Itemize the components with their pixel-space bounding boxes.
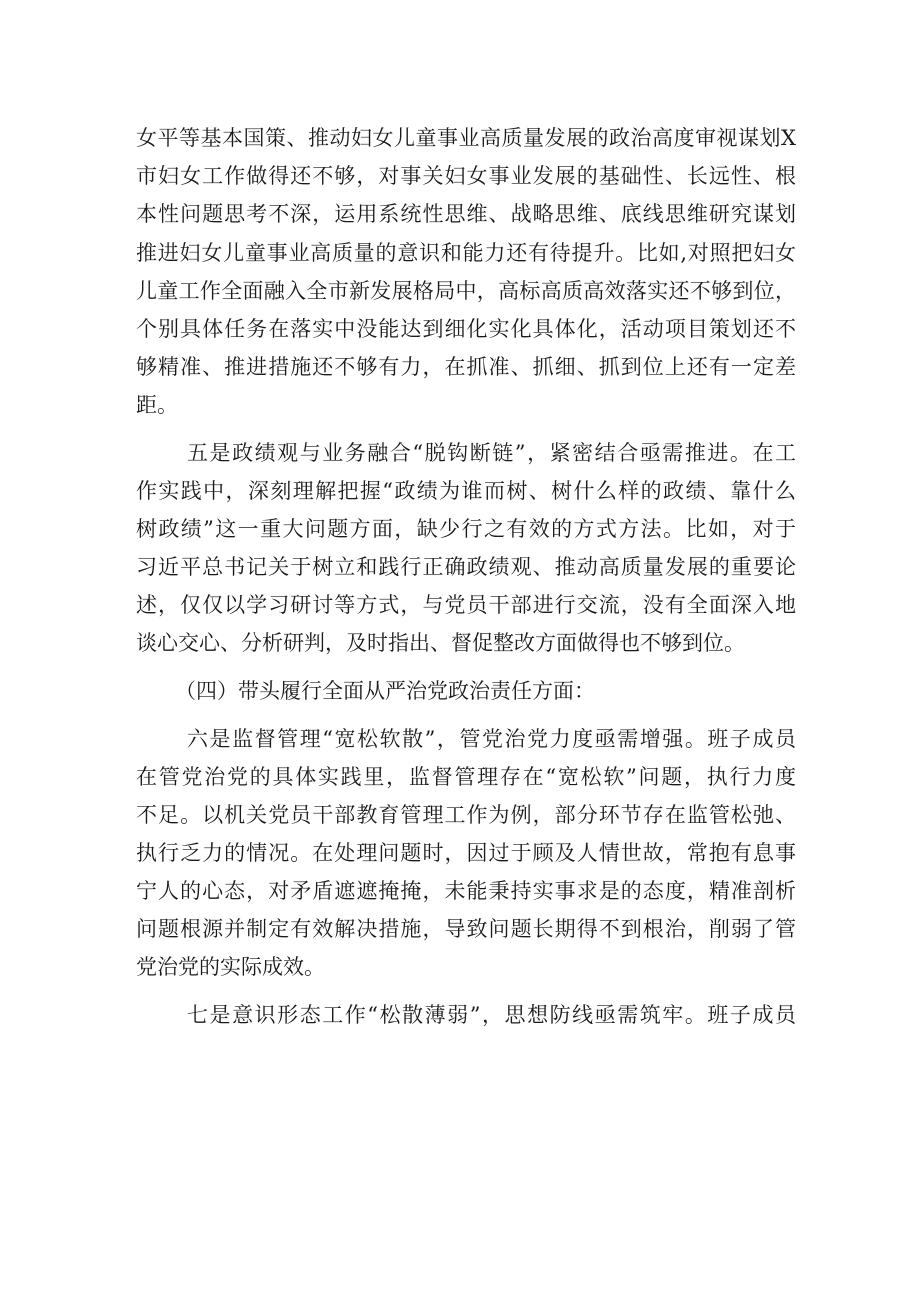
text-line: 五是政绩观与业务融合“脱钩断链”，紧密结合亟需推进。在工 <box>187 441 796 465</box>
text-line: 女平等基本国策、推动妇女儿童事业高质量发展的政治高度审视谋划X <box>136 126 796 150</box>
text-line: 述，仅仅以学习研讨等方式，与党员干部进行交流，没有全面深入地 <box>136 593 796 617</box>
text-line: 本性问题思考不深，运用系统性思维、战略思维、底线思维研究谋划 <box>136 202 796 226</box>
text-line: 个别具体任务在落实中没能达到细化实化具体化，活动项目策划还不 <box>136 317 796 341</box>
text-line: 在管党治党的具体实践里，监督管理存在“宽松软”问题，执行力度 <box>136 765 796 789</box>
text-line: 推进妇女儿童事业高质量的意识和能力还有待提升。比如,对照把妇女 <box>136 241 796 265</box>
text-line: 六是监督管理“宽松软散”，管党治党力度亟需增强。班子成员 <box>187 727 796 751</box>
text-line: 执行乏力的情况。在处理问题时，因过于顾及人情世故，常抱有息事 <box>136 841 796 865</box>
text-line: 七是意识形态工作“松散薄弱”，思想防线亟需筑牢。班子成员 <box>187 1003 796 1027</box>
text-line: 市妇女工作做得还不够，对事关妇女事业发展的基础性、长远性、根 <box>136 164 796 188</box>
text-line: 宁人的心态，对矛盾遮遮掩掩，未能秉持实事求是的态度，精准剖析 <box>136 879 796 903</box>
text-line: 习近平总书记关于树立和践行正确政绩观、推动高质量发展的重要论 <box>136 555 796 579</box>
text-line: 树政绩”这一重大问题方面，缺少行之有效的方式方法。比如，对于 <box>136 517 796 541</box>
text-line: 不足。以机关党员干部教育管理工作为例，部分环节存在监管松弛、 <box>136 803 796 827</box>
text-line: 问题根源并制定有效解决措施，导致问题长期得不到根治，削弱了管 <box>136 917 796 941</box>
text-line: 距。 <box>136 393 178 417</box>
text-line: 作实践中，深刻理解把握“政绩为谁而树、树什么样的政绩、靠什么 <box>136 479 796 503</box>
text-line: 儿童工作全面融入全市新发展格局中，高标高质高效落实还不够到位， <box>136 279 796 303</box>
text-line: 党治党的实际成效。 <box>136 955 325 979</box>
text-line: 谈心交心、分析研判，及时指出、督促整改方面做得也不够到位。 <box>136 631 745 655</box>
text-line: 够精准、推进措施还不够有力，在抓准、抓细、抓到位上还有一定差 <box>136 355 796 379</box>
section-heading: （四）带头履行全面从严治党政治责任方面： <box>175 679 595 703</box>
